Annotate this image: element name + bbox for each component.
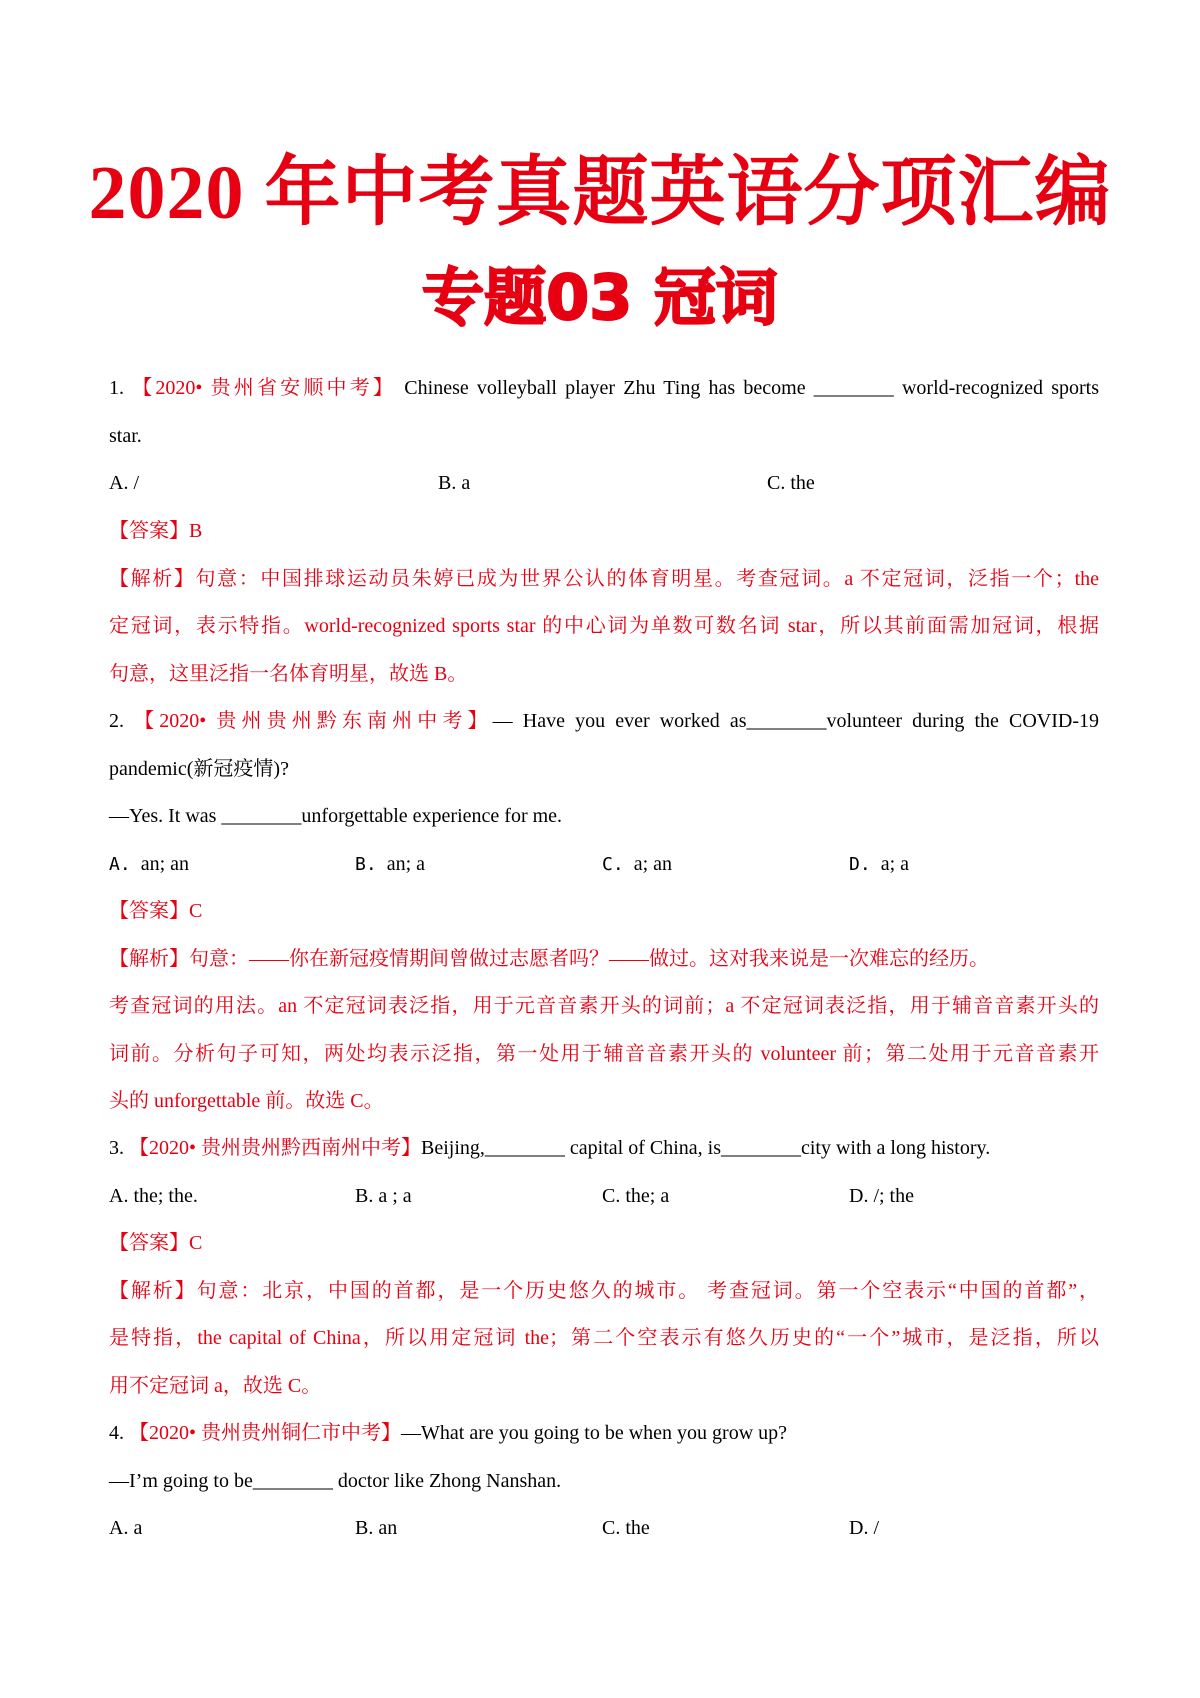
answer: 【答案】C: [109, 900, 203, 922]
analysis-line: 用不定冠词 a，故选 C。: [109, 1375, 322, 1397]
question-number: 2.: [109, 710, 135, 732]
question-text: Chinese volleyball player Zhu Ting has become ________ world-recognized sports: [396, 377, 1099, 399]
page-subtitle: 专题03 冠词: [422, 261, 778, 334]
question-source: 【2020• 贵州贵州铜仁市中考】: [129, 1422, 402, 1444]
option-a: A. the; the.: [109, 1185, 198, 1207]
option-a: A. /: [109, 472, 139, 494]
option-b: B. a: [438, 472, 471, 494]
analysis-line: 头的 unforgettable 前。故选 C。: [109, 1090, 384, 1112]
answer: 【答案】C: [109, 1232, 203, 1254]
question-text: Beijing,________ capital of China, is________city with a long history.: [421, 1137, 991, 1159]
option-letter: D.: [849, 854, 871, 875]
option-c: C. the: [602, 1517, 650, 1539]
question-number: 1.: [109, 377, 133, 399]
option-d: D. /; the: [849, 1185, 914, 1207]
analysis-line: 句意，这里泛指一名体育明星，故选 B。: [109, 663, 468, 685]
option-d: [849, 850, 909, 879]
question-2-stem: [109, 707, 1099, 735]
option-a: [109, 850, 189, 879]
question-text: —What are you going to be when you grow up?: [401, 1422, 788, 1444]
question-number: 3.: [109, 1137, 129, 1159]
option-c: [602, 850, 672, 879]
question-source: 【2020• 贵州贵州黔东南州中考】: [134, 710, 493, 732]
analysis-line: 是特指，the capital of China，所以用定冠词 the；第二个空表示有悠久历史的“一个”城市，是泛指，所以: [109, 1327, 1099, 1349]
option-b: B. an: [355, 1517, 398, 1539]
option-text: an; an: [140, 853, 189, 875]
option-text: a; an: [633, 853, 672, 875]
option-letter: A.: [109, 854, 131, 875]
option-letter: C.: [602, 854, 624, 875]
option-text: a; a: [880, 853, 909, 875]
option-text: an; a: [386, 853, 425, 875]
question-source: 【2020• 贵州贵州黔西南州中考】: [129, 1137, 422, 1159]
analysis-line: 【解析】句意：北京，中国的首都，是一个历史悠久的城市。 考查冠词。第一个空表示“中国的首都”，: [109, 1280, 1099, 1302]
analysis-line: 【解析】句意：中国排球运动员朱婷已成为世界公认的体育明星。考查冠词。a 不定冠词，泛指一个；the: [109, 568, 1099, 590]
question-4-stem: [109, 1419, 1099, 1447]
question-text: — Have you ever worked as________volunteer during the COVID-19: [492, 710, 1100, 732]
analysis-line: 定冠词，表示特指。world-recognized sports star 的中心词为单数可数名词 star，所以其前面需加冠词，根据: [109, 615, 1099, 637]
question-source: 【2020• 贵州省安顺中考】: [132, 377, 397, 399]
page-title: 2020 年中考真题英语分项汇编: [88, 151, 1112, 235]
question-2-stem-cont: pandemic(新冠疫情)?: [109, 758, 289, 780]
question-2-reply: —Yes. It was ________unforgettable experience for me.: [109, 805, 563, 827]
option-c: C. the: [767, 472, 815, 494]
option-d: D. /: [849, 1517, 879, 1539]
analysis-line: 考查冠词的用法。an 不定冠词表泛指，用于元音音素开头的词前；a 不定冠词表泛指，用于辅音音素开头的: [109, 995, 1099, 1017]
question-3-stem: [109, 1134, 1099, 1162]
option-b: [355, 850, 425, 879]
question-number: 4.: [109, 1422, 129, 1444]
option-letter: B.: [355, 854, 377, 875]
answer: 【答案】B: [109, 520, 203, 542]
option-b: B. a ; a: [355, 1185, 412, 1207]
analysis-line: 词前。分析句子可知，两处均表示泛指，第一处用于辅音音素开头的 volunteer 前；第二处用于元音音素开: [109, 1043, 1099, 1065]
option-a: A. a: [109, 1517, 143, 1539]
analysis-line: 【解析】句意：——你在新冠疫情期间曾做过志愿者吗？——做过。这对我来说是一次难忘的经历。: [109, 948, 989, 970]
question-1-stem: [109, 374, 1099, 402]
question-1-stem-cont: star.: [109, 425, 142, 447]
question-4-reply: —I’m going to be________ doctor like Zhong Nanshan.: [109, 1470, 562, 1492]
option-c: C. the; a: [602, 1185, 670, 1207]
